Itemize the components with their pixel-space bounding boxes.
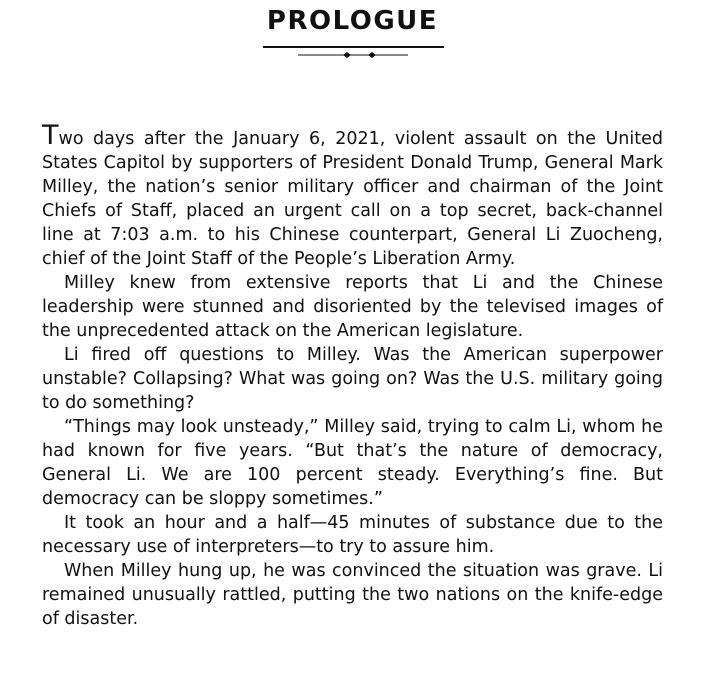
prologue-body — [42, 120, 663, 631]
paragraph-1-text: wo days after the January 6, 2021, violent assault on the United States Capitol by supporters of President Donald Trump, General Mark Milley, the nation’s senior military officer and chairman of the Joint Chiefs of Staff, placed an urgent call on a top secret, back-channel line at 7:03 a.m. to his Chinese counterpart, General Li Zuocheng, chief of the Joint Staff of the People’s Liberation Army. — [42, 129, 663, 269]
initial-letter: T — [42, 120, 59, 151]
paragraph-5: It took an hour and a half—45 minutes of substance due to the necessary use of interpreters—to try to assure him. — [42, 513, 663, 557]
paragraph-2: Milley knew from extensive reports that Li and the Chinese leadership were stunned and disoriented by the televised images of the unprecedented attack on the American legislature. — [42, 273, 663, 341]
paragraph-1 — [42, 120, 663, 271]
ornament-divider-icon — [298, 47, 408, 63]
paragraph-6: When Milley hung up, he was convinced the situation was grave. Li remained unusually rattled, putting the two nations on the knife-edge of disaster. — [42, 561, 663, 629]
chapter-title: PROLOGUE — [266, 6, 439, 36]
paragraph-4: “Things may look unsteady,” Milley said, trying to calm Li, whom he had known for five years. “But that’s the nature of democracy, General Li. We are 100 percent steady. Everything’s fine. But democracy can be sloppy sometimes.” — [42, 417, 663, 509]
paragraph-3: Li fired off questions to Milley. Was the American superpower unstable? Collapsing? What was going on? Was the U.S. military going to do something? — [42, 345, 663, 413]
